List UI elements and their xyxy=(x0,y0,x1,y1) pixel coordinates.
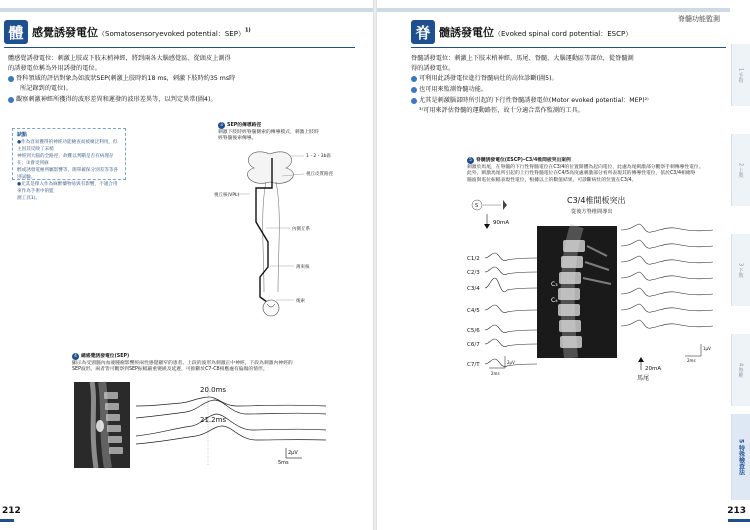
note-line: 神經到大腦的全路徑，故難以判斷是否有病理存在；②會受到麻 xyxy=(17,154,114,166)
section-heading xyxy=(4,20,251,44)
note-line: ●作為容易獲得的神經功能檢查而被廣泛利用，但主因其反映了末梢 xyxy=(17,140,118,152)
bullet-dot-icon xyxy=(8,76,14,82)
bullet-line: 脊科領域的評估對象為如波狀SEP(刺激上肢時約18 ms，刺激下肢時約35 ms時 xyxy=(16,75,236,82)
intro-line: 體感覺誘發電位：刺激上肢或下肢末梢神經，將到兩各大腦感覺區、從頭皮上測得 xyxy=(8,55,231,62)
amp-scale-left-label: 2μV xyxy=(507,360,515,365)
arrow-down-icon xyxy=(484,224,490,229)
bullet-text: 觀察刺激神經所獲得的波形差異和遲發的波形差異等，以判定異常(圖4)。 xyxy=(16,96,217,103)
figure5-subheader: 從後方脊椎間導出 xyxy=(571,209,613,215)
figure3-title: SEP的傳導路徑 xyxy=(227,123,262,128)
heading-rule xyxy=(4,47,355,48)
figure-number-badge: 5 xyxy=(467,157,474,164)
sep-trace-lower-2 xyxy=(136,426,326,444)
bullet-text xyxy=(419,96,649,115)
spine-mri-image xyxy=(74,382,130,468)
time-scale-right-label: 2ms xyxy=(687,358,696,363)
heading-title-paren: （Evoked spinal cord potential：ESCP） xyxy=(494,30,633,38)
note-box xyxy=(12,128,126,201)
brainstem-right xyxy=(276,182,279,292)
bullet-line: ³⁾可用來評估脊髓的運動路徑，故十分適合當作監測的工具。 xyxy=(419,106,584,114)
amp-scale-right-label: 1μV xyxy=(703,346,711,351)
level-label: C7/T xyxy=(467,362,480,368)
figure5-line: 此外，刺激馬尾所引起的上行性脊髓電位在C4/5高度處刺激部分看所表現其的傳導性電位，依於C3/4相總脊 xyxy=(467,171,696,176)
cauda-label: 馬尾 xyxy=(637,375,650,382)
index-tab[interactable]: 2 上肢 xyxy=(731,134,750,206)
heading-title xyxy=(32,24,251,40)
bullet-text: 也可用來監測脊髓功能。 xyxy=(419,86,488,93)
escp-trace-right xyxy=(621,240,713,248)
time-scale-label: 5ms xyxy=(278,460,289,466)
escp-trace-left xyxy=(485,267,537,275)
figure4-title: 總感覺誘發電位(SEP) xyxy=(81,354,130,359)
heading-title xyxy=(439,24,632,40)
section-heading xyxy=(411,20,632,44)
bullet-dot-icon xyxy=(411,87,417,93)
heading-title-main: 髓誘發電位 xyxy=(439,26,494,39)
level-label: C6/7 xyxy=(467,342,480,348)
index-tab[interactable]: 4 脊椎 xyxy=(731,334,750,406)
left-trace-group xyxy=(467,253,537,368)
sep-waveform-plot xyxy=(136,384,326,468)
label-spinal: 後索 xyxy=(296,299,305,304)
note-line: ●尤其是擇入作為麻醉藥物易與有影響，不適合用來作為手術中的監 xyxy=(17,182,118,194)
top-rule xyxy=(0,8,373,12)
escp-trace-left xyxy=(485,325,537,333)
heading-sup: 1) xyxy=(244,27,251,34)
figure5-line: 髓波與電位振幅表現性電位，根據以上的數值結果，可診斷病灶的位置在C3/4。 xyxy=(467,177,637,183)
bullet-dot-icon xyxy=(8,97,14,103)
intro-line: 的誘發電位稱為外用誘發的電位。 xyxy=(8,64,101,72)
figure-number-badge: 3 xyxy=(218,122,225,129)
escp-traces-left xyxy=(467,196,537,386)
sep-trace-upper-2 xyxy=(136,400,326,418)
level-label: C3/4 xyxy=(467,286,480,292)
note-title: 缺點 xyxy=(17,132,28,138)
index-tab[interactable]: 3 下肢 xyxy=(731,234,750,306)
latency-upper-label: 20.0ms xyxy=(200,386,227,394)
label-lemniscus: 視丘皮質路徑 xyxy=(306,172,333,177)
page-number: 213 xyxy=(727,506,746,516)
figure4-caption xyxy=(72,353,332,374)
note-line: 醉或誘發電極所屬影響等，簡單確保分別差等等各別試驗。 xyxy=(17,168,119,180)
figure3-line: 刺激下肢時經脊髓側索的傳導模式，刺激上肢時 xyxy=(218,129,319,135)
escp-trace-right xyxy=(621,304,713,312)
escp-trace-right xyxy=(621,256,713,264)
figure5-caption xyxy=(467,157,707,184)
figure5-header: C3/4椎間板突出 xyxy=(567,196,626,205)
intro-line: 脊髓誘發電位：刺激上下肢末梢神經、馬尾、脊髓、大腦運動區等部位，從脊髓測 xyxy=(411,55,634,62)
xray-c4-label: C₄ xyxy=(551,297,558,304)
figure4-line: 顯示為受頸髓內血液腫瘤影響經兩性感覺顯窄的患者。上段的波形為刺激正中神經，下段為刺激內神經的 xyxy=(72,360,293,366)
amplitude-scale-label: 2μV xyxy=(288,450,298,456)
escp-trace-left xyxy=(485,278,537,292)
label-medulla: 薄束核 xyxy=(296,265,310,270)
sep-trace-lower xyxy=(136,414,326,436)
label-internal: 內側丘系 xyxy=(292,227,310,232)
heading-title-paren: （Somatosensoryevoked potential：SEP） xyxy=(98,30,245,38)
page-bottom-bar xyxy=(0,519,14,522)
mri-drawing xyxy=(74,382,130,468)
escp-trace-right xyxy=(621,272,713,280)
intro-paragraph xyxy=(8,54,328,73)
escp-trace-right xyxy=(621,288,713,296)
intro-line: 得的誘發電位。 xyxy=(411,64,455,72)
bullet-dot-icon xyxy=(411,76,417,82)
figure3-line: 經脊髓後索傳導。 xyxy=(218,136,257,141)
figure5-title: 脊髓誘發電位(ESCP)–C3/4椎間板突出案例 xyxy=(476,158,571,163)
label-cortex: 1・2・3b區 xyxy=(306,154,331,159)
current-20-label: 20mA xyxy=(645,366,662,372)
spinal-section xyxy=(263,300,279,316)
escp-trace-left xyxy=(485,339,537,347)
index-tab-active[interactable]: 5 特殊檢查法 xyxy=(731,414,750,500)
bullet-text xyxy=(16,74,235,93)
left-page xyxy=(0,0,373,530)
bullet-item xyxy=(8,74,328,93)
xray-drawing xyxy=(537,226,617,358)
bullet-item xyxy=(411,74,711,84)
xray-c3-label: C₃ xyxy=(551,281,558,288)
brain-outline xyxy=(247,152,293,184)
cervical-xray-image xyxy=(537,226,617,358)
heading-title-main: 感覺誘發電位 xyxy=(32,26,98,39)
bullet-text: 可利用此誘發電位進行脊髓病灶的高位診斷(圖5)。 xyxy=(419,75,558,82)
arrow-icon xyxy=(503,200,507,210)
heading-kanji-box: 體 xyxy=(4,20,28,44)
escp-trace-left xyxy=(485,305,537,313)
bullet-line: 尤其是刺激腦部時所引起的下行性脊髓誘發電位(Motor evoked potential：MEP)²⁾ xyxy=(419,97,649,104)
level-label: C5/6 xyxy=(467,328,480,334)
bullet-dot-icon xyxy=(411,98,417,104)
right-page xyxy=(377,0,750,530)
bullet-item xyxy=(8,95,328,105)
running-head: 脊髓功能監測 xyxy=(678,15,720,23)
right-trace-group xyxy=(621,224,713,328)
latency-lower-label: 21.2ms xyxy=(200,416,227,424)
time-scale-left-label: 2ms xyxy=(491,371,500,376)
bullet-item xyxy=(411,85,711,95)
level-label: C1/2 xyxy=(467,256,480,262)
figure3-caption xyxy=(218,122,348,143)
bullet-item xyxy=(411,96,711,115)
heading-rule xyxy=(411,47,726,48)
level-label: C2/3 xyxy=(467,270,480,276)
escp-trace-right xyxy=(621,320,713,328)
stim-label: S xyxy=(475,203,479,209)
level-label: C4/5 xyxy=(467,308,480,314)
current-90-label: 90mA xyxy=(493,220,510,226)
label-thalamus: 視丘核(VPL) xyxy=(214,193,240,198)
escp-trace-left xyxy=(485,253,537,261)
index-tabs xyxy=(730,34,750,504)
note-line: 測工具1)。 xyxy=(17,196,41,201)
figure4-line: SEP波形。兩者皆可觀察到SEP振幅嚴重變緩及延遲，可推斷於C7-C8相應處有偏傷的情形。 xyxy=(72,367,268,372)
arrow-up-icon xyxy=(638,357,644,362)
bullet-line: 所記錄到的電位)。 xyxy=(20,84,72,92)
sep-trace-upper xyxy=(136,397,326,406)
escp-traces-right xyxy=(621,220,715,390)
intro-paragraph xyxy=(411,54,711,73)
sep-pathway-diagram xyxy=(214,142,340,332)
index-tab[interactable]: 1 手指 xyxy=(731,44,750,106)
heading-kanji-box: 脊 xyxy=(411,20,435,44)
figure5-line: 刺激於馬尾，在脊髓的下行性脊髓電位在C3/4的位置開體為起向電位，此處為尾刺激部分觀察手刺傳導性電位。 xyxy=(467,164,704,170)
figure-number-badge: 4 xyxy=(72,353,79,360)
page-bottom-bar xyxy=(728,519,750,522)
escp-trace-right xyxy=(621,224,713,232)
top-rule xyxy=(377,8,730,12)
page-number: 212 xyxy=(2,506,21,516)
